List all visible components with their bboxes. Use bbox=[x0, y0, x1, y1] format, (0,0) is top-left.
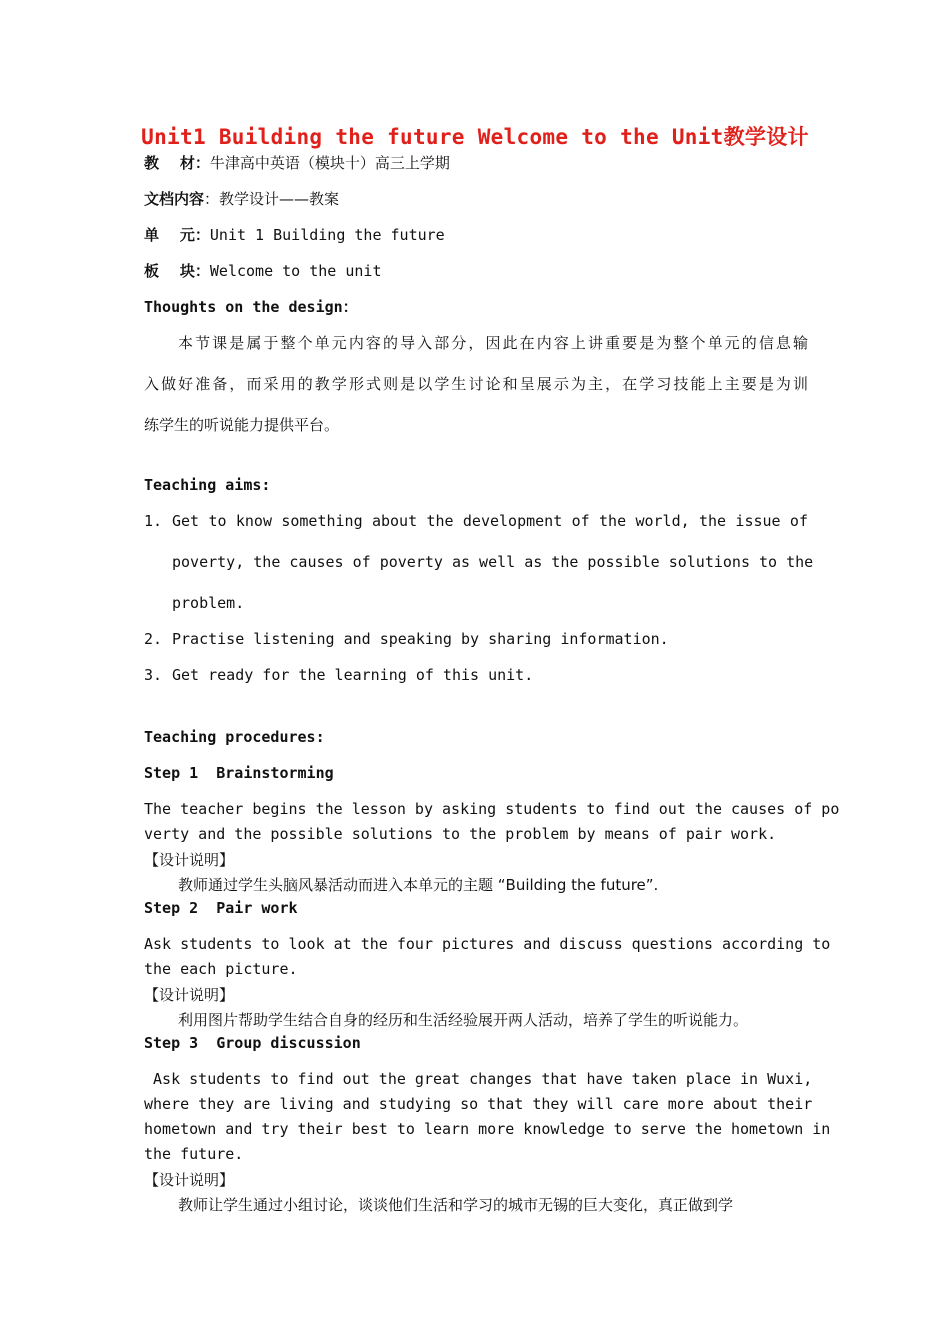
step-text: where they are living and studying so that they will care more about their bbox=[144, 1095, 813, 1113]
meta-value: Unit 1 Building the future bbox=[209, 226, 445, 244]
aim-text: Get to know something about the development of the world, the issue of bbox=[172, 512, 808, 530]
document-title: Unit1 Building the future Welcome to the Unit教学设计 bbox=[141, 125, 809, 149]
thoughts-line: 本节课是属于整个单元内容的导入部分，因此在内容上讲重要是为整个单元的信息输 bbox=[178, 334, 808, 352]
step-text: hometown and try their best to learn more knowledge to serve the hometown in bbox=[144, 1120, 831, 1138]
thoughts-heading: Thoughts on the design： bbox=[144, 298, 358, 316]
aim-item bbox=[144, 630, 669, 648]
step-text: Ask students to find out the great changes that have taken place in Wuxi, bbox=[144, 1070, 813, 1088]
aim-item bbox=[144, 512, 808, 530]
aim-number: 1. bbox=[144, 512, 163, 530]
design-note-label: 【设计说明】 bbox=[144, 986, 235, 1004]
thoughts-line: 练学生的听说能力提供平台。 bbox=[144, 416, 340, 434]
step-title: Step 1 Brainstorming bbox=[144, 764, 334, 782]
step-title: Step 2 Pair work bbox=[144, 899, 298, 917]
meta-textbook bbox=[144, 152, 450, 173]
aim-text-cont: problem. bbox=[172, 594, 245, 612]
aim-number: 2. bbox=[144, 630, 163, 648]
design-note-label: 【设计说明】 bbox=[144, 1171, 235, 1189]
design-note: 利用图片帮助学生结合自身的经历和生活经验展开两人活动，培养了学生的听说能力。 bbox=[178, 1011, 749, 1029]
step-title: Step 3 Group discussion bbox=[144, 1034, 361, 1052]
thoughts-line: 入做好准备，而采用的教学形式则是以学生讨论和呈展示为主，在学习技能上主要是为训 bbox=[144, 375, 808, 393]
step-text: the future. bbox=[144, 1145, 244, 1163]
design-note: 教师通过学生头脑风暴活动而进入本单元的主题 “Building the future”. bbox=[178, 876, 659, 894]
meta-value: Welcome to the unit bbox=[209, 262, 382, 280]
step-text: Ask students to look at the four pictures and discuss questions according to bbox=[144, 935, 831, 953]
aim-item bbox=[144, 666, 533, 684]
design-note: 教师让学生通过小组讨论，谈谈他们生活和学习的城市无锡的巨大变化，真正做到学 bbox=[178, 1196, 734, 1214]
meta-section bbox=[144, 260, 381, 281]
procedures-heading: Teaching procedures: bbox=[144, 728, 325, 746]
aim-text: Get ready for the learning of this unit. bbox=[172, 666, 534, 684]
meta-label: 文档内容 bbox=[144, 190, 205, 208]
meta-label: 板 块： bbox=[144, 262, 210, 280]
design-note-label: 【设计说明】 bbox=[144, 851, 235, 869]
step-text: the each picture. bbox=[144, 960, 298, 978]
meta-unit bbox=[144, 224, 445, 245]
meta-value: 牛津高中英语（模块十）高三上学期 bbox=[209, 154, 450, 172]
meta-content bbox=[144, 188, 339, 209]
meta-label: 教 材： bbox=[144, 154, 210, 172]
aim-number: 3. bbox=[144, 666, 163, 684]
aim-text: Practise listening and speaking by sharing information. bbox=[172, 630, 669, 648]
aims-heading: Teaching aims: bbox=[144, 476, 271, 494]
aim-text-cont: poverty, the causes of poverty as well as the possible solutions to the bbox=[172, 553, 814, 571]
meta-value: ：教学设计——教案 bbox=[204, 190, 340, 208]
step-text: verty and the possible solutions to the problem by means of pair work. bbox=[144, 825, 777, 843]
step-text: The teacher begins the lesson by asking students to find out the causes of po bbox=[144, 800, 840, 818]
meta-label: 单 元： bbox=[144, 226, 210, 244]
